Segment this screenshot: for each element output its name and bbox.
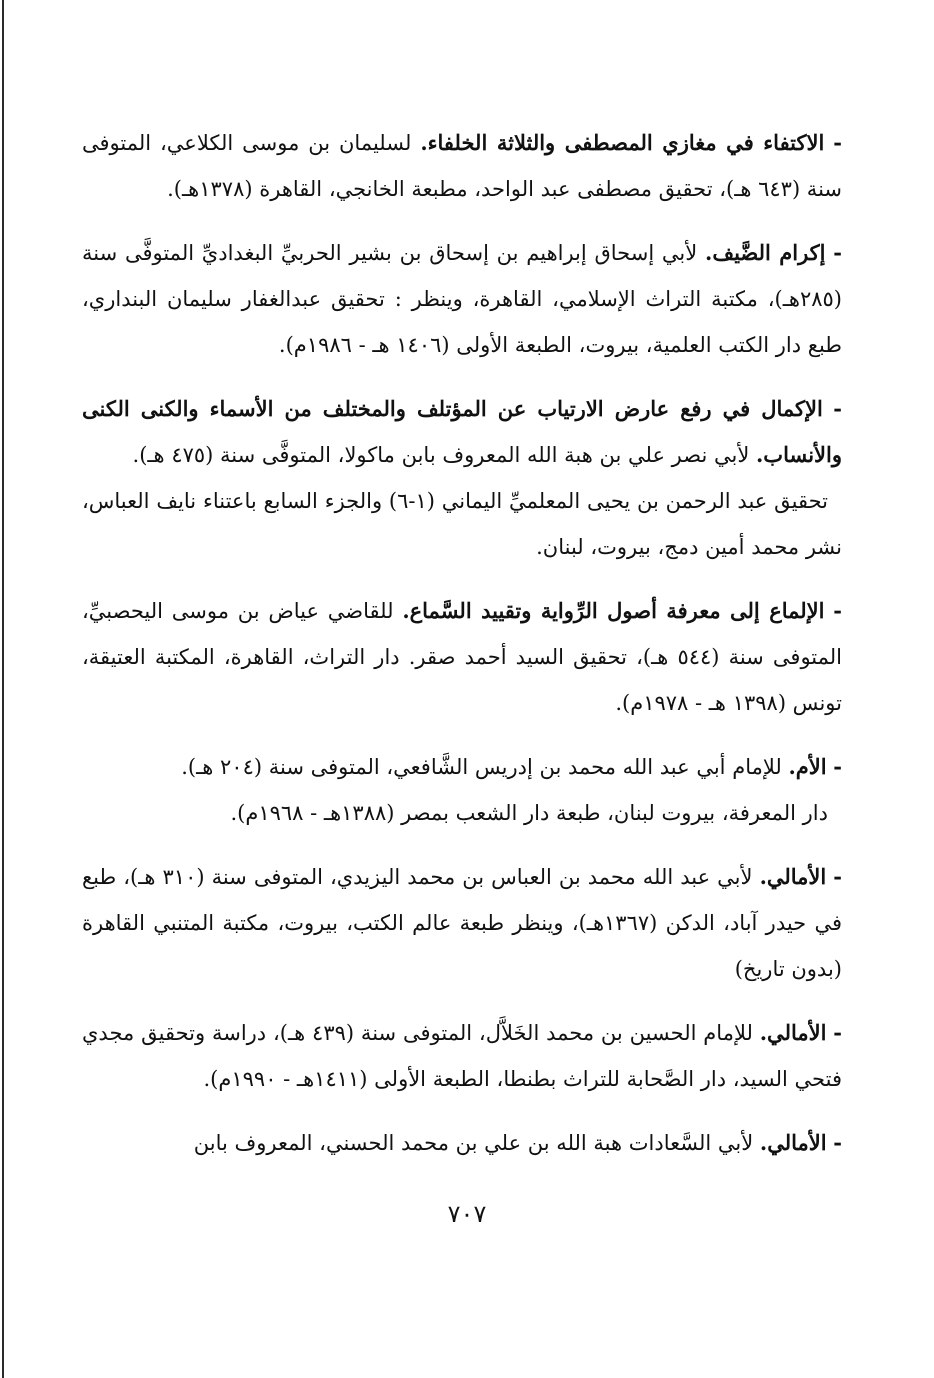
entry-body: لأبي نصر علي بن هبة الله المعروف بابن ماكولا، المتوفَّى سنة (٤٧٥ هـ).	[132, 443, 750, 467]
entry-title: الأمالي.	[759, 1130, 827, 1155]
entry-dash: -	[833, 396, 842, 421]
entry-title: الإكمال في رفع عارض الارتياب عن المؤتلف والمختلف من الأسماء والكنى الكنى والأنساب.	[82, 396, 842, 467]
entry-title: الأم.	[788, 754, 827, 779]
bibliography-entry-6	[82, 854, 842, 992]
bibliography-entry-8	[82, 1120, 842, 1166]
entry-body: لسليمان بن موسى الكلاعي، المتوفى سنة (٦٤٣ هـ)، تحقيق مصطفى عبد الواحد، مطبعة الخانجي، القاهرة (١٣٧٨هـ).	[82, 131, 842, 201]
entry-body: لأبي إسحاق إبراهيم بن إسحاق بن بشير الحربيِّ البغداديِّ المتوفَّى سنة (٢٨٥هـ)، مكتبة التراث الإسلامي، القاهرة، وينظر : تحقيق عبدالغفار سليمان البنداري، طبع دار الكتب العلمية، بيروت، الطبعة الأولى (١٤٠٦ هـ - ١٩٨٦م).	[82, 241, 842, 357]
entry-title: الإلماع إلى معرفة أصول الرِّواية وتقييد السَّماع.	[402, 598, 825, 623]
bibliography-entry-4	[82, 588, 842, 726]
entry-body: للإمام الحسين بن محمد الخَلاَّل، المتوفى سنة (٤٣٩ هـ)، دراسة وتحقيق مجدي فتحي السيد، دار الصَّحابة للتراث بطنطا، الطبعة الأولى (١٤١١هـ - ١٩٩٠م).	[82, 1021, 842, 1091]
bibliography-entry-7	[82, 1010, 842, 1102]
entry-title: الأمالي.	[759, 864, 827, 889]
entry-body: لأبي عبد الله محمد بن العباس بن محمد اليزيدي، المتوفى سنة (٣١٠ هـ)، طبع في حيدر آباد، الدكن (١٣٦٧هـ)، وينظر طبعة عالم الكتب، بيروت، مكتبة المتنبي القاهرة (بدون تاريخ)	[82, 865, 842, 981]
page-number: ٧٠٧	[447, 1200, 487, 1228]
bibliography-entry-3	[82, 386, 842, 570]
entry-continuation: تحقيق عبد الرحمن بن يحيى المعلميِّ اليماني (١-٦) والجزء السابع باعتناء نايف العباس، نشر محمد أمين دمج، بيروت، لبنان.	[82, 489, 842, 559]
entry-dash: -	[833, 754, 842, 779]
entry-dash: -	[833, 1130, 842, 1155]
entry-continuation: دار المعرفة، بيروت لبنان، طبعة دار الشعب بمصر (١٣٨٨هـ - ١٩٦٨م).	[230, 801, 828, 825]
scan-edge-line	[2, 0, 4, 1378]
entry-dash: -	[833, 1020, 842, 1045]
entry-title: الاكتفاء في مغازي المصطفى والثلاثة الخلفاء.	[420, 130, 825, 155]
entry-body: للقاضي عياض بن موسى اليحصبيِّ، المتوفى سنة (٥٤٤ هـ)، تحقيق السيد أحمد صقر. دار التراث، القاهرة، المكتبة العتيقة، تونس (١٣٩٨ هـ - ١٩٧٨م).	[82, 599, 842, 715]
entry-title: الأمالي.	[759, 1020, 827, 1045]
bibliography-entry-5	[82, 744, 842, 836]
bibliography-entry-2	[82, 230, 842, 368]
entry-dash: -	[833, 130, 842, 155]
entry-body: للإمام أبي عبد الله محمد بن إدريس الشَّافعي، المتوفى سنة (٢٠٤ هـ).	[181, 755, 782, 779]
entry-body: لأبي السَّعادات هبة الله بن علي بن محمد الحسني، المعروف بابن	[193, 1131, 754, 1155]
entry-dash: -	[833, 864, 842, 889]
bibliography-entry-1	[82, 120, 842, 212]
entry-title: إكرام الضَّيف.	[705, 240, 826, 265]
entry-dash: -	[833, 598, 842, 623]
entry-dash: -	[833, 240, 842, 265]
bibliography-page	[82, 120, 842, 1184]
